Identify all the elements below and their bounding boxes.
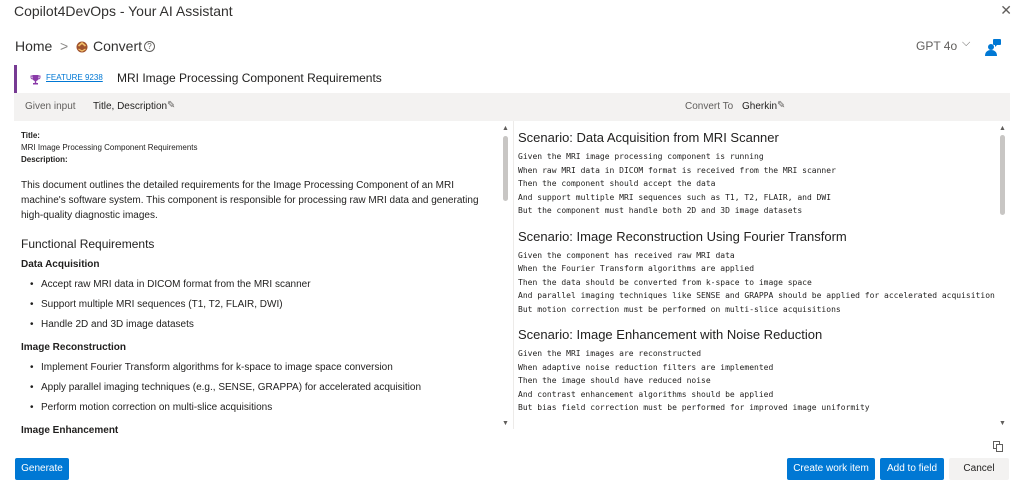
input-content xyxy=(21,130,499,437)
gherkin-line: Then the data should be converted from k-space to image space xyxy=(518,277,812,287)
feature-id-link[interactable]: FEATURE 9238 xyxy=(46,73,103,82)
gherkin-line: Given the MRI images are reconstructed xyxy=(518,349,702,358)
title-label: Title: xyxy=(21,131,40,140)
gherkin-line: And contrast enhancement algorithms should be applied xyxy=(518,389,774,399)
gherkin-line: And parallel imaging techniques like SENSE and GRAPPA should be applied for accelerated acquisition xyxy=(518,291,995,300)
scroll-up-icon[interactable]: ▲ xyxy=(999,125,1006,132)
generate-button[interactable]: Generate xyxy=(15,458,69,480)
subsection-heading: Image Reconstruction xyxy=(21,342,127,353)
scroll-up-icon[interactable]: ▲ xyxy=(502,125,509,132)
scenario-block xyxy=(518,326,996,415)
list-item: • Support multiple MRI sequences (T1, T2, FLAIR, DWI) xyxy=(21,295,499,315)
convert-icon xyxy=(75,40,89,59)
gherkin-line: Then the component should accept the data xyxy=(518,179,716,188)
help-icon[interactable]: ? xyxy=(144,41,155,52)
feature-header xyxy=(14,65,1010,93)
given-input-label: Given input xyxy=(25,101,76,112)
edit-given-input-icon[interactable]: ✎ xyxy=(167,100,176,111)
copy-icon[interactable] xyxy=(993,439,1003,457)
scenario-block xyxy=(518,228,996,317)
footer-actions xyxy=(0,458,1024,482)
description-label: Description: xyxy=(21,155,68,164)
add-to-field-button[interactable]: Add to field xyxy=(880,458,944,480)
create-work-item-button[interactable]: Create work item xyxy=(787,458,875,480)
title-value: MRI Image Processing Component Requirements xyxy=(21,143,198,152)
list-item: • Handle 2D and 3D image datasets xyxy=(21,315,499,335)
output-pane[interactable] xyxy=(513,121,997,429)
list-item: • Perform motion correction on multi-slice acquisitions xyxy=(21,398,499,418)
app-title: Copilot4DevOps - Your AI Assistant xyxy=(14,3,233,19)
scenario-block xyxy=(518,129,996,218)
feature-title: MRI Image Processing Component Requirements xyxy=(117,71,382,85)
subsection-heading: Data Acquisition xyxy=(21,259,100,270)
scrollbar-thumb[interactable] xyxy=(503,136,508,201)
gherkin-line: When the Fourier Transform algorithms are applied xyxy=(518,264,755,273)
chevron-down-icon[interactable]: ⌵ xyxy=(962,37,971,49)
gherkin-line: When adaptive noise reduction filters are implemented xyxy=(518,362,774,372)
section-heading: Functional Requirements xyxy=(21,237,155,251)
gherkin-line: And support multiple MRI sequences such as T1, T2, FLAIR, and DWI xyxy=(518,192,832,202)
requirements-list xyxy=(21,275,499,335)
gherkin-line: Given the component has received raw MRI data xyxy=(518,250,735,260)
scenario-title: Scenario: Image Enhancement with Noise Reduction xyxy=(518,327,823,342)
description-intro: This document outlines the detailed requirements for the Image Processing Component of an MRI machine's software system. This component is responsible for processing raw MRI data and generating high-quality diagnostic images. xyxy=(21,180,479,221)
convert-to-value: Gherkin xyxy=(742,101,778,112)
cancel-button[interactable]: Cancel xyxy=(949,458,1009,480)
output-content xyxy=(518,129,996,425)
breadcrumb-home[interactable]: Home xyxy=(15,38,53,54)
scenario-title: Scenario: Data Acquisition from MRI Scanner xyxy=(518,130,779,145)
gherkin-line: But motion correction must be performed on multi-slice acquisitions xyxy=(518,304,841,314)
breadcrumb-current: Convert xyxy=(93,38,143,54)
scenario-title: Scenario: Image Reconstruction Using Fourier Transform xyxy=(518,228,847,244)
title-bar xyxy=(0,0,1024,24)
subsection-heading: Image Enhancement xyxy=(21,425,119,436)
gherkin-line: But the component must handle both 2D and 3D image datasets xyxy=(518,206,803,215)
list-item: • Implement Fourier Transform algorithms for k-space to image space conversion xyxy=(21,358,499,378)
trophy-icon xyxy=(30,72,41,90)
input-header xyxy=(14,93,1010,121)
gherkin-line: Given the MRI image processing component is running xyxy=(518,152,764,161)
scroll-down-icon[interactable]: ▼ xyxy=(502,420,509,427)
list-item: • Apply parallel imaging techniques (e.g., SENSE, GRAPPA) for accelerated acquisition xyxy=(21,378,499,398)
scroll-down-icon[interactable]: ▼ xyxy=(999,420,1006,427)
close-icon[interactable]: ✕ xyxy=(1000,2,1012,18)
user-feedback-icon[interactable] xyxy=(984,39,1002,62)
nav-bar xyxy=(0,34,1024,62)
breadcrumb-separator: > xyxy=(60,38,69,54)
output-scrollbar[interactable] xyxy=(997,121,1009,429)
scrollbar-thumb[interactable] xyxy=(1000,135,1005,215)
input-scrollbar[interactable] xyxy=(500,121,512,429)
gherkin-line: But bias field correction must be performed for improved image uniformity xyxy=(518,403,870,412)
given-input-value: Title, Description xyxy=(93,101,168,112)
gherkin-line: When raw MRI data in DICOM format is received from the MRI scanner xyxy=(518,165,836,175)
input-pane[interactable] xyxy=(14,121,513,436)
convert-to-label: Convert To xyxy=(685,101,734,112)
edit-convert-to-icon[interactable]: ✎ xyxy=(777,100,786,111)
list-item: • Accept raw MRI data in DICOM format from the MRI scanner xyxy=(21,275,499,295)
gherkin-line: Then the image should have reduced noise xyxy=(518,376,711,385)
model-select[interactable]: GPT 4o xyxy=(916,39,958,53)
requirements-list xyxy=(21,358,499,418)
